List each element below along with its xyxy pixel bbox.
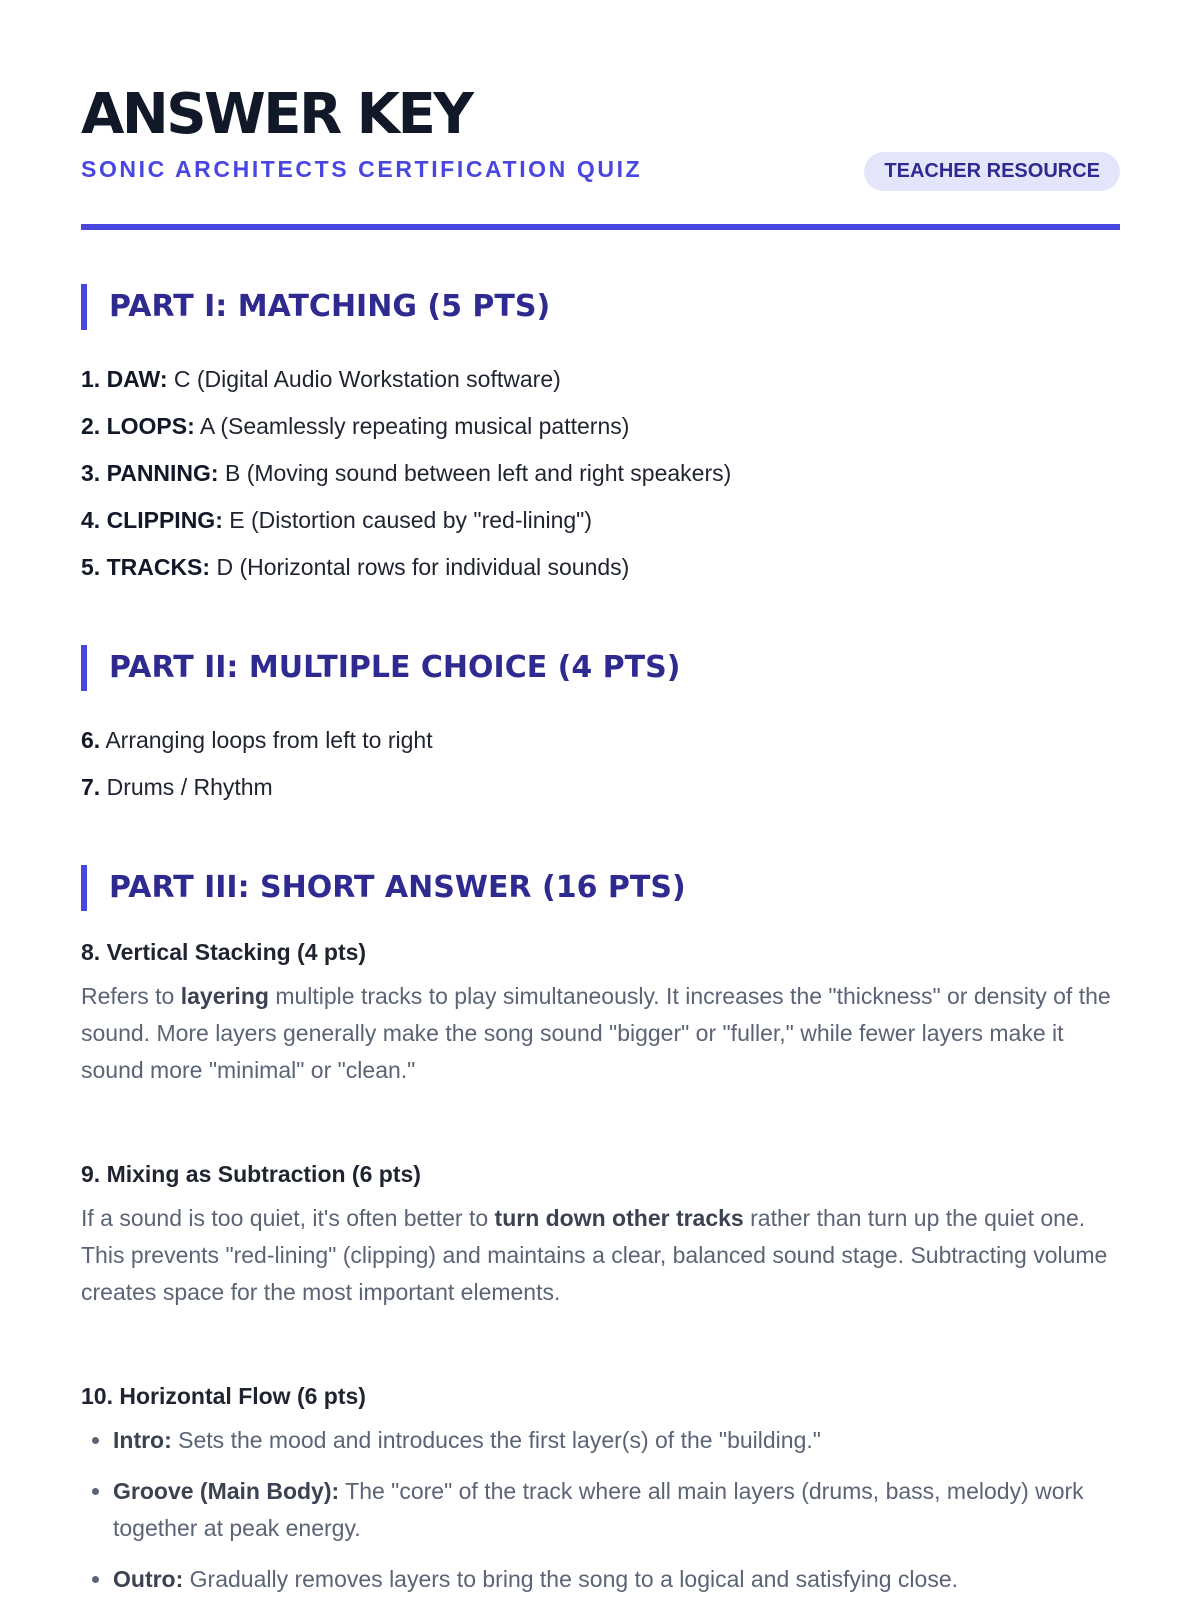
part1-heading: PART I: MATCHING (5 PTS) [81, 284, 1120, 330]
question-10-answers [81, 1422, 1120, 1598]
answer-item [81, 450, 1120, 497]
question-10-title: 10. Horizontal Flow (6 pts) [81, 1383, 366, 1409]
answer-item [81, 717, 1120, 764]
question-8-title: 8. Vertical Stacking (4 pts) [81, 939, 367, 965]
bullet-text: Sets the mood and introduces the first layer(s) of the "building." [178, 1427, 821, 1453]
matching-answers [81, 356, 1120, 591]
answer-label: 2. LOOPS: [81, 413, 195, 439]
list-item [113, 1473, 1120, 1547]
answer-text: Refers to [81, 983, 181, 1009]
teacher-resource-badge: TEACHER RESOURCE [864, 152, 1120, 191]
question-9-title: 9. Mixing as Subtraction (6 pts) [81, 1161, 421, 1187]
answer-text: B (Moving sound between left and right speakers) [224, 460, 732, 486]
answer-text: D (Horizontal rows for individual sounds) [216, 554, 630, 580]
part3-heading: PART III: SHORT ANSWER (16 PTS) [81, 865, 1120, 911]
answer-label: 3. PANNING: [81, 460, 219, 486]
question-9-answer [81, 1200, 1120, 1311]
answer-label: 4. CLIPPING: [81, 507, 223, 533]
list-item [113, 1422, 1120, 1459]
answer-text: rather than turn up the quiet one. This prevents "red-lining" (clipping) and maintains a clear, balanced sound stage. Subtracting volume creates space for the most important elements. [81, 1205, 1108, 1305]
multiple-choice-answers [81, 717, 1120, 811]
list-item [113, 1561, 1120, 1598]
quiz-subtitle: SONIC ARCHITECTS CERTIFICATION QUIZ [81, 156, 643, 182]
page-title: ANSWER KEY [81, 82, 472, 147]
answer-label: 5. TRACKS: [81, 554, 211, 580]
bullet-label: Groove (Main Body): [113, 1478, 340, 1504]
answer-item [81, 497, 1120, 544]
answer-label: 7. [81, 774, 101, 800]
document-header [81, 0, 1120, 230]
answer-item [81, 544, 1120, 591]
answer-emphasis: layering [180, 983, 269, 1009]
bullet-label: Intro: [113, 1427, 172, 1453]
part2-heading: PART II: MULTIPLE CHOICE (4 PTS) [81, 645, 1120, 691]
answer-item [81, 356, 1120, 403]
bullet-label: Outro: [113, 1566, 184, 1592]
answer-text: C (Digital Audio Workstation software) [173, 366, 561, 392]
answer-text: Arranging loops from left to right [105, 727, 433, 753]
answer-label: 1. DAW: [81, 366, 168, 392]
answer-text: multiple tracks to play simultaneously. It increases the "thickness" or density of the sound. More layers generally make the song sound "bigger" or "fuller," while fewer layers make it sound more "minimal" or "clean." [81, 983, 1111, 1083]
answer-label: 6. [81, 727, 101, 753]
answer-text: A (Seamlessly repeating musical patterns) [199, 413, 630, 439]
answer-item [81, 764, 1120, 811]
answer-emphasis: turn down other tracks [494, 1205, 744, 1231]
answer-text: E (Distortion caused by "red-lining") [229, 507, 593, 533]
question-8-answer [81, 978, 1120, 1089]
answer-text: Drums / Rhythm [106, 774, 273, 800]
bullet-text: Gradually removes layers to bring the song to a logical and satisfying close. [189, 1566, 958, 1592]
answer-item [81, 403, 1120, 450]
bullet-text: The "core" of the track where all main layers (drums, bass, melody) work together at peak energy. [113, 1478, 1084, 1541]
answer-text: If a sound is too quiet, it's often better to [81, 1205, 495, 1231]
